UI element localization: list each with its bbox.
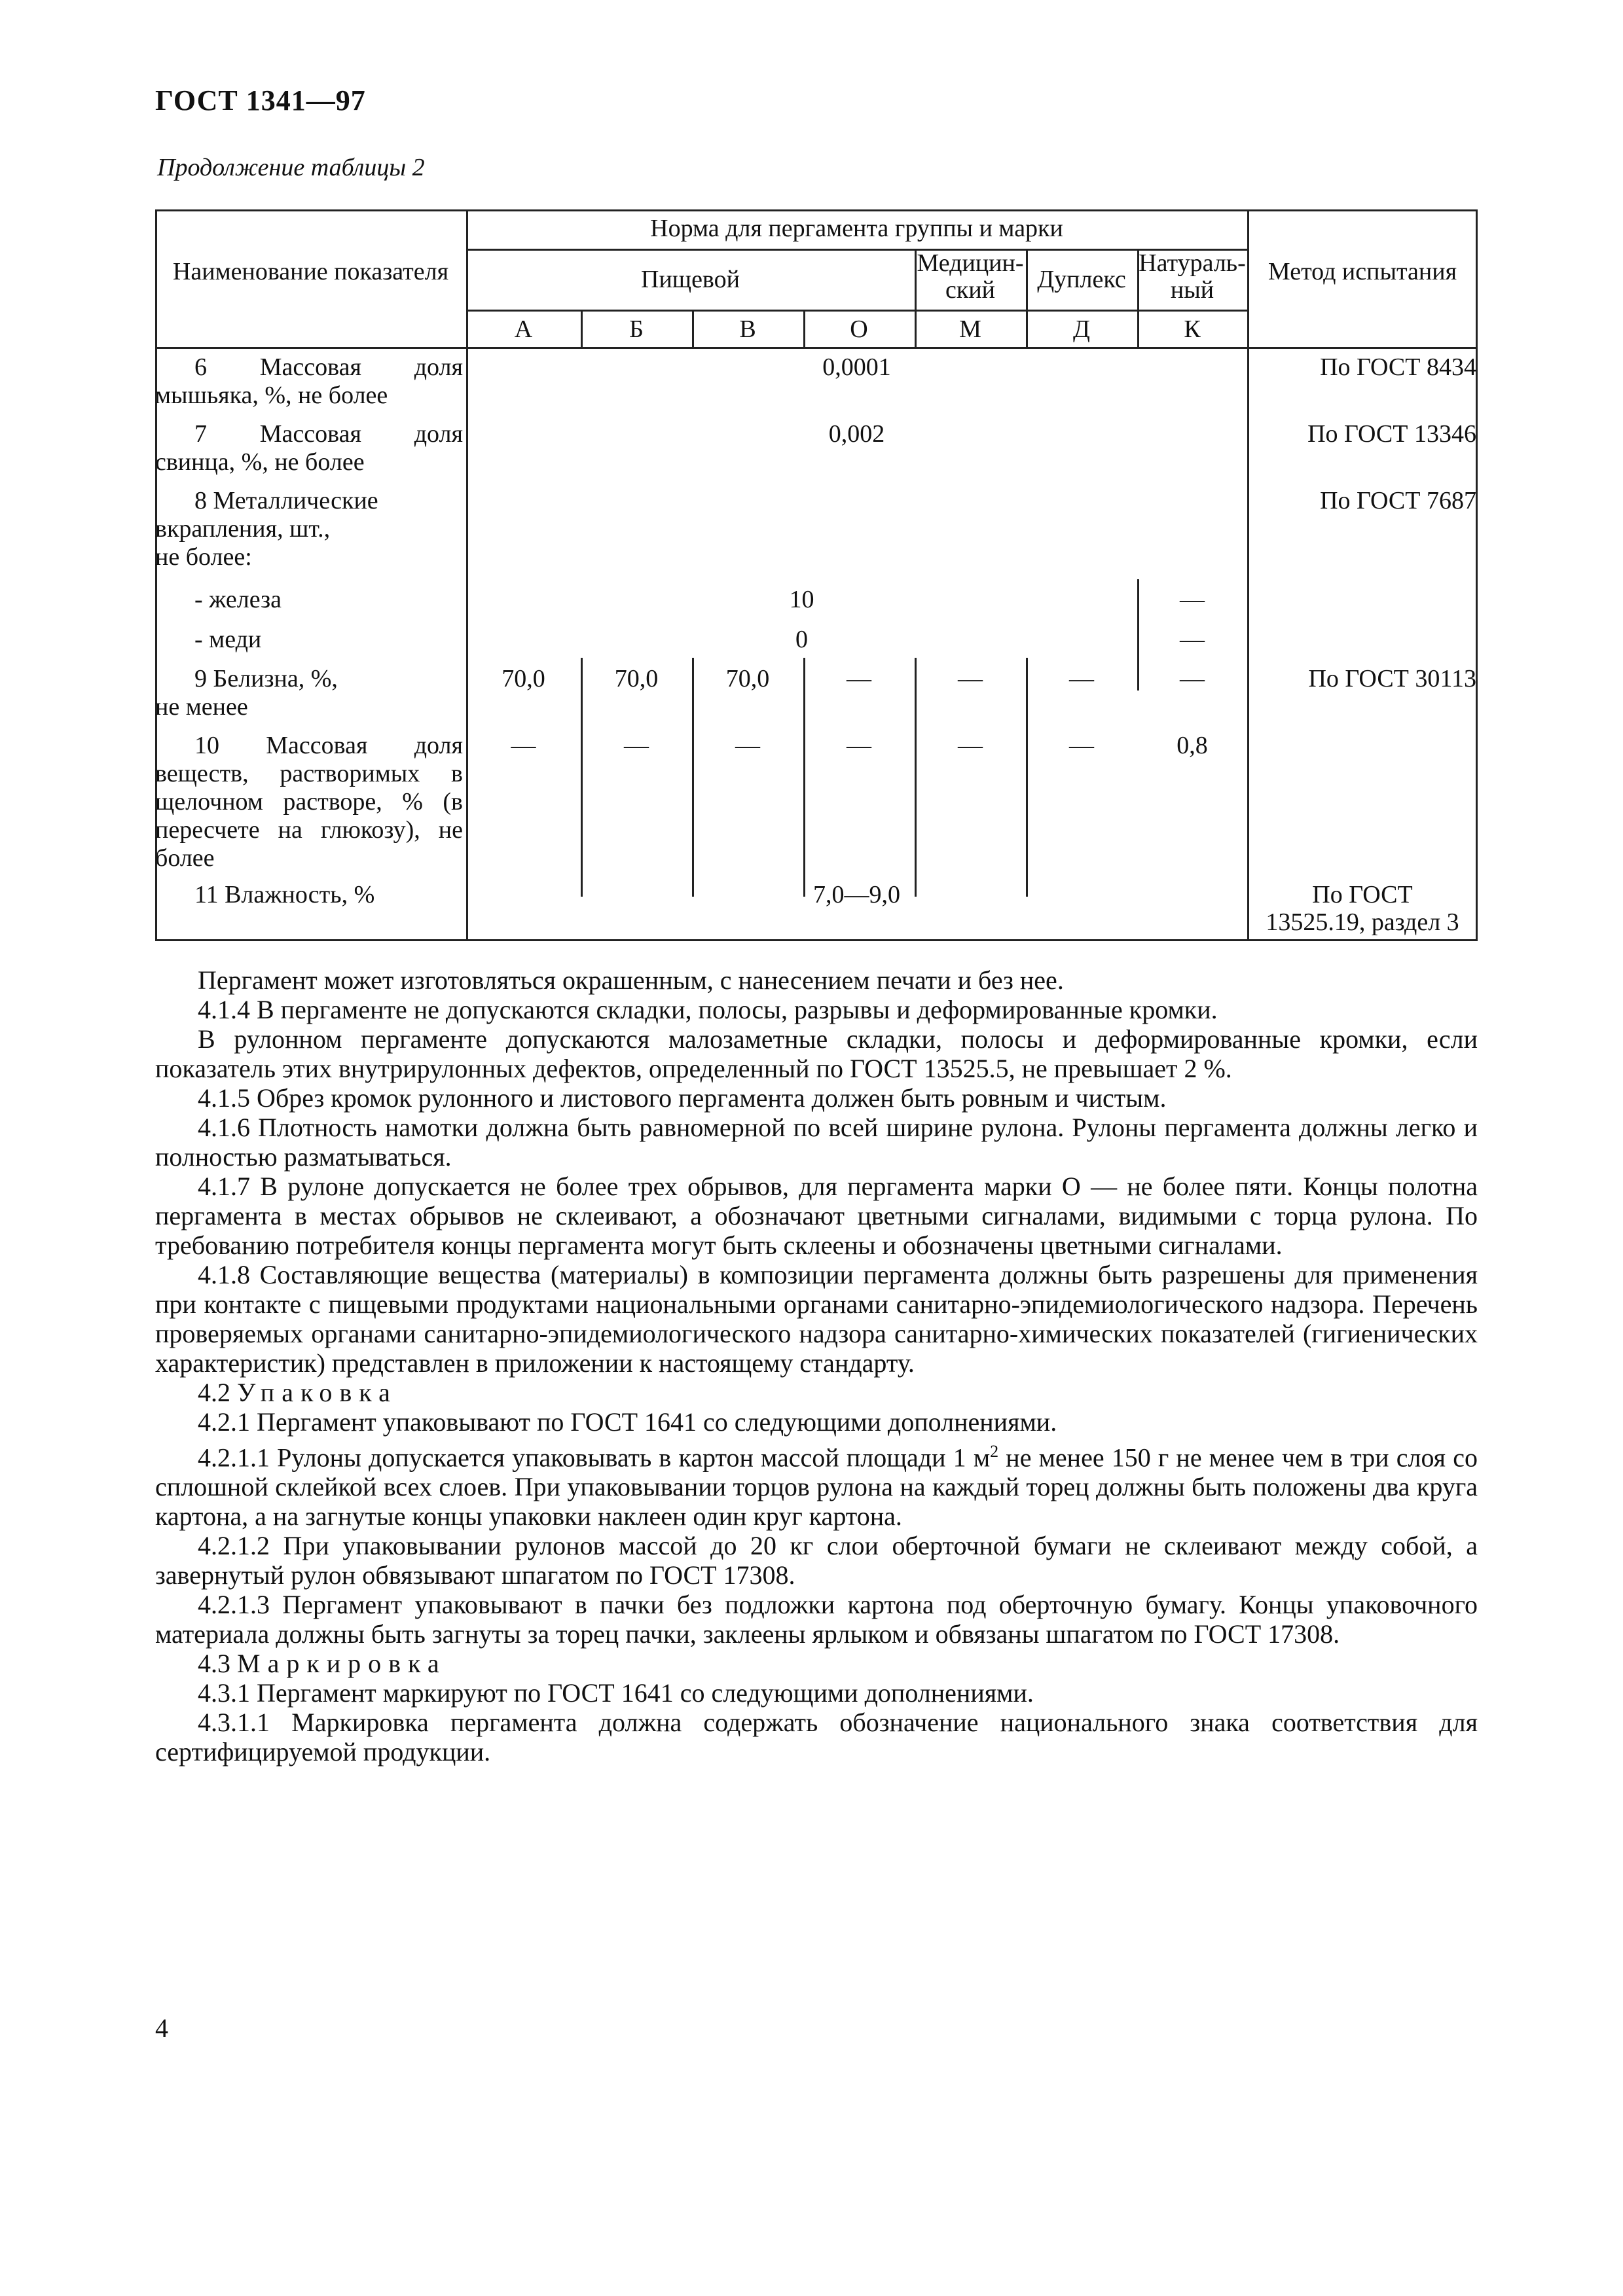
paragraph: 4.2.1.3 Пергамент упаковывают в пачки без подложки картона под оберточную бумагу. Концы упаковочного материала должны быть загнуты за торец пачки, заклеены ярлыком и обвязаны шпагатом по ГОСТ 17308. (155, 1590, 1478, 1649)
header-medical-line1: Медицин- (917, 249, 1024, 277)
document-body (155, 965, 1478, 1767)
value-iron-k: — (1180, 586, 1205, 613)
grade-label: К (1184, 315, 1201, 343)
grade-label: Б (629, 315, 644, 343)
superscript: 2 (990, 1442, 999, 1461)
row-name-line: 9 Белизна, %, (194, 665, 338, 692)
section-title: Упаковка (237, 1378, 397, 1407)
value-iron: 10 (789, 586, 814, 613)
value-whiteness: 70,0 (725, 665, 770, 692)
paragraph-part: 4.2.1.1 Рулоны допускается упаковывать в картон массой площади 1 м (198, 1443, 991, 1473)
table-cell-divider (803, 658, 805, 897)
header-food: Пищевой (641, 266, 740, 293)
value-whiteness: — (1069, 665, 1094, 692)
row-name-line: 7 Массовая доля (194, 420, 463, 448)
grade-label: Д (1073, 315, 1090, 343)
table-cell-divider (1026, 658, 1028, 897)
value-lead: 0,002 (828, 420, 885, 448)
paragraph: 4.3.1 Пергамент маркируют по ГОСТ 1641 со следующими дополнениями. (198, 1678, 1034, 1708)
paragraph: 4.1.7 В рулоне допускается не более трех обрывов, для пергамента марки О — не более пяти. Концы полотна пергамента в местах обрывов не склеивают, а обозначают цветными сигналами, видимыми с торца рулона. По требованию потребителя концы пергамента могут быть склеены и обозначены цветными сигналами. (155, 1172, 1478, 1260)
table-header-divider (466, 249, 1247, 251)
row-name-line: не более: (155, 543, 252, 571)
paragraph: 4.2.1.2 При упаковывании рулонов массой до 20 кг слои оберточной бумаги не склеивают между собой, а завернутый рулон обвязывают шпагатом по ГОСТ 17308. (155, 1531, 1478, 1590)
value-alkali-soluble: — (847, 732, 871, 759)
header-norm: Норма для пергамента группы и марки (650, 215, 1063, 242)
table-border-top (155, 209, 1478, 211)
method-metal: По ГОСТ 7687 (1320, 487, 1476, 514)
grade-label: В (739, 315, 756, 343)
method-moisture-line1: По ГОСТ (1312, 881, 1413, 908)
row-name-whiteness (155, 665, 463, 721)
value-alkali-soluble: — (735, 732, 760, 759)
row-name-lead (155, 420, 463, 476)
table-cell-divider (692, 658, 694, 897)
table-header-divider (466, 310, 1247, 312)
table-cell-divider (915, 658, 917, 897)
method-moisture-line2: 13525.19, раздел 3 (1266, 908, 1459, 936)
table-border-bottom (155, 939, 1478, 941)
section-heading-marking (155, 1649, 1478, 1678)
section-number: 4.3 (198, 1649, 230, 1679)
paragraph: 4.2.1 Пергамент упаковывают по ГОСТ 1641 со следующими дополнениями. (198, 1407, 1057, 1437)
row-name-line: пересчете на глюкозу), не (155, 816, 463, 844)
row-name-line: веществ, растворимых в (155, 760, 463, 787)
row-name-line: мышьяка, %, не более (155, 382, 388, 409)
row-name-alkali-soluble (155, 732, 463, 872)
value-arsenic: 0,0001 (822, 353, 891, 381)
value-whiteness: 70,0 (501, 665, 545, 692)
row-name-line: 6 Массовая доля (194, 353, 463, 381)
section-heading-packaging (155, 1378, 1478, 1407)
header-natural-line1: Натураль- (1139, 249, 1246, 277)
row-name-line: 8 Металлические (194, 487, 378, 514)
header-duplex: Дуплекс (1037, 266, 1126, 293)
value-whiteness: — (847, 665, 871, 692)
section-number: 4.2 (198, 1378, 230, 1407)
method-arsenic: По ГОСТ 8434 (1320, 353, 1476, 381)
page-header: ГОСТ 1341—97 (155, 84, 366, 117)
value-copper: 0 (795, 626, 808, 653)
row-name-line: не менее (155, 693, 248, 721)
grade-label: А (514, 315, 533, 343)
section-title: Маркировка (237, 1649, 447, 1679)
row-name-moisture: 11 Влажность, % (194, 881, 375, 908)
row-name-copper: - меди (194, 626, 262, 653)
method-whiteness: По ГОСТ 30113 (1308, 665, 1476, 692)
value-alkali-soluble: — (511, 732, 536, 759)
value-whiteness: — (1180, 665, 1205, 692)
value-alkali-soluble: — (1069, 732, 1094, 759)
paragraph: 4.3.1.1 Маркировка пергамента должна содержать обозначение национального знака соответствия для сертифицируемой продукции. (155, 1708, 1478, 1767)
header-natural (1137, 250, 1247, 304)
value-moisture: 7,0—9,0 (813, 881, 900, 908)
row-name-line: щелочном растворе, % (в (155, 788, 463, 816)
row-name-iron: - железа (194, 586, 282, 613)
value-alkali-soluble: 0,8 (1176, 732, 1208, 759)
value-alkali-soluble: — (624, 732, 649, 759)
header-medical (915, 250, 1026, 304)
value-copper-k: — (1180, 626, 1205, 653)
row-name-metal (155, 487, 463, 571)
table-border-right (1476, 209, 1478, 941)
header-indicator: Наименование показателя (172, 258, 449, 285)
row-name-arsenic (155, 353, 463, 410)
value-whiteness: 70,0 (614, 665, 659, 692)
value-alkali-soluble: — (958, 732, 983, 759)
paragraph: 4.1.5 Обрез кромок рулонного и листового пергамента должен быть ровным и чистым. (198, 1083, 1167, 1113)
header-method: Метод испытания (1267, 258, 1457, 285)
paragraph: Пергамент может изготовляться окрашенным, с нанесением печати и без нее. (198, 965, 1064, 995)
row-name-line: более (155, 844, 215, 872)
paragraph-part: не менее 150 г не менее чем в три слоя со сплошной склейкой всех слоев. При упаковывании торцов рулона на каждый торец должны быть положены два круга картона, а на загнутые концы упаковки наклеен один круг картона. (155, 1443, 1478, 1532)
paragraph: 4.1.8 Составляющие вещества (материалы) в композиции пергамента должны быть разрешены для применения при контакте с пищевыми продуктами национальными органами санитарно-эпидемиологического надзора. Перечень проверяемых органами санитарно-эпидемиологического надзора санитарно-химических показателей (гигиенических характеристик) представлен в приложении к настоящему стандарту. (155, 1260, 1478, 1378)
header-medical-line2: ский (945, 276, 995, 304)
page-number: 4 (155, 2013, 168, 2043)
header-natural-line2: ный (1170, 276, 1214, 304)
method-moisture (1247, 881, 1478, 936)
row-name-line: 10 Массовая доля (194, 732, 463, 759)
specification-table (155, 209, 1478, 941)
grade-label: М (959, 315, 981, 343)
table-col-divider (1247, 209, 1249, 941)
grade-label: О (850, 315, 868, 343)
value-whiteness: — (958, 665, 983, 692)
paragraph (155, 1437, 1478, 1531)
row-name-line: вкрапления, шт., (155, 515, 331, 543)
row-name-line: свинца, %, не более (155, 448, 365, 476)
paragraph: 4.1.4 В пергаменте не допускаются складки, полосы, разрывы и деформированные кромки. (198, 995, 1218, 1024)
table-header-bottom (155, 347, 1478, 349)
paragraph: В рулонном пергаменте допускаются малозаметные складки, полосы и деформированные кромки, если показатель этих внутрирулонных дефектов, определенный по ГОСТ 13525.5, не превышает 2 %. (155, 1024, 1478, 1083)
paragraph: 4.1.6 Плотность намотки должна быть равномерной по всей ширине рулона. Рулоны пергамента должны легко и полностью разматываться. (155, 1113, 1478, 1172)
table-cell-divider (581, 658, 583, 897)
table-caption: Продолжение таблицы 2 (157, 154, 425, 181)
method-lead: По ГОСТ 13346 (1307, 420, 1476, 448)
